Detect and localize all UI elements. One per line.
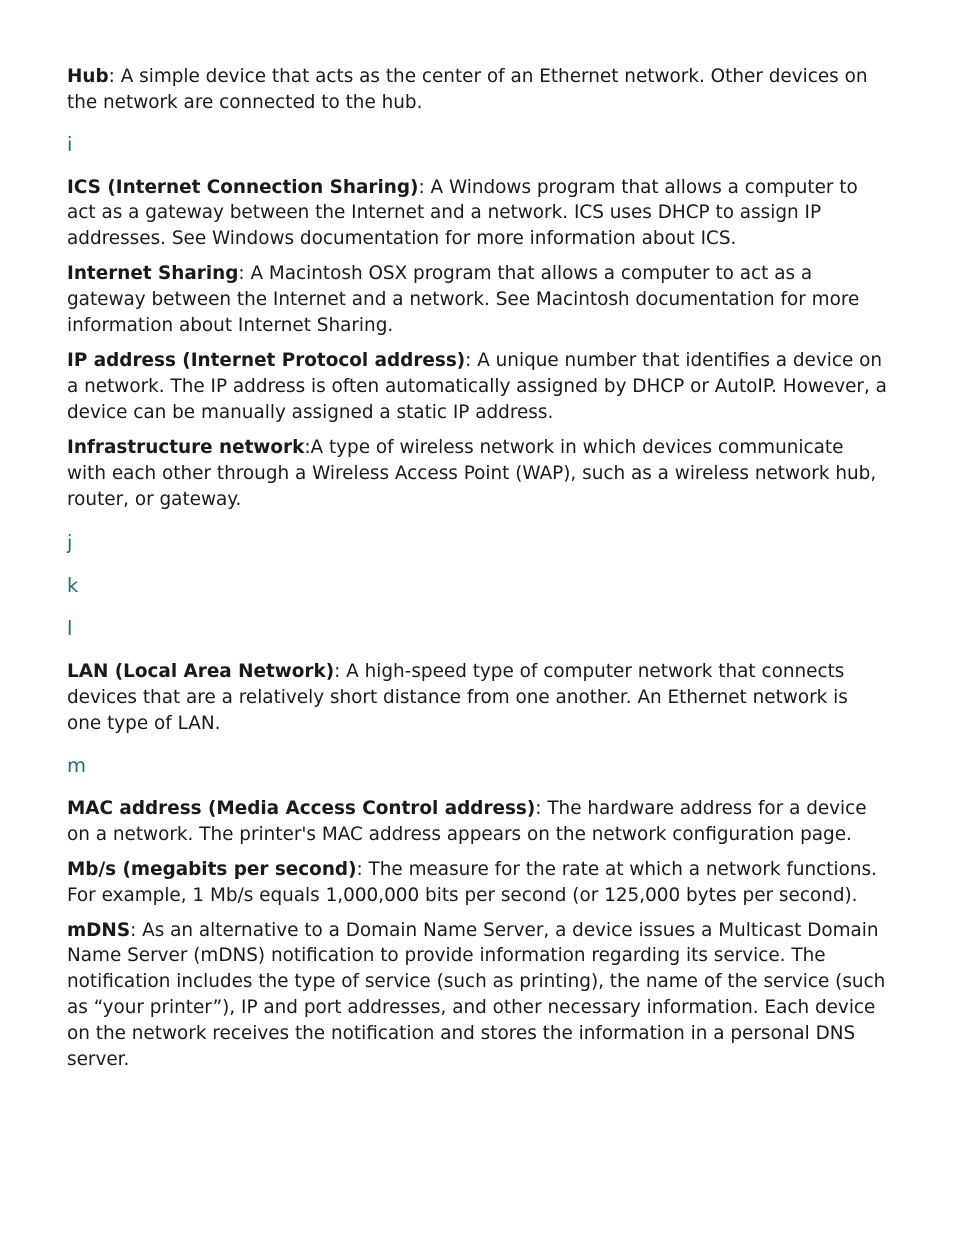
term-infrastructure-network: Infrastructure network [67, 436, 305, 458]
separator-mac-address: : [535, 797, 548, 819]
definition-hub: A simple device that acts as the center of an Ethernet network. Other devices on the network are connected to the hub. [67, 66, 868, 113]
term-internet-sharing: Internet Sharing [67, 263, 239, 285]
term-ip-address: IP address (Internet Protocol address) [67, 350, 466, 372]
separator-ip-address: : [465, 350, 478, 372]
glossary-entry-lan [67, 659, 887, 736]
glossary-entry-hub [67, 64, 887, 116]
term-ics: ICS (Internet Connection Sharing) [67, 176, 419, 198]
glossary-entry-mac-address [67, 796, 887, 848]
separator-internet-sharing: : [238, 263, 251, 285]
separator-lan: : [334, 661, 347, 683]
definition-ip-address: A unique number that identifies a device on a network. The IP address is often automatically assigned by DHCP or AutoIP. However, a device can be manually assigned a static IP address. [67, 350, 887, 423]
letter-heading-k[interactable]: k [67, 574, 79, 598]
definition-lan: A high-speed type of computer network that connects devices that are a relatively short distance from one another. An Ethernet network is one type of LAN. [67, 661, 848, 734]
letter-heading-i[interactable]: i [67, 132, 73, 156]
separator-mdns: : [130, 919, 143, 941]
glossary-entry-mdns [67, 918, 887, 1073]
separator-ics: : [418, 176, 431, 198]
letter-heading-l[interactable]: l [67, 617, 73, 641]
glossary-entry-internet-sharing [67, 261, 887, 338]
term-mac-address: MAC address (Media Access Control address) [67, 797, 536, 819]
definition-ics: A Windows program that allows a computer to act as a gateway between the Internet and a network. ICS uses DHCP to assign IP addresses. See Windows documentation for more information about ICS. [67, 176, 858, 250]
definition-infrastructure-network: A type of wireless network in which devices communicate with each other through a Wireless Access Point (WAP), such as a wireless network hub, router, or gateway. [67, 436, 877, 510]
glossary-entry-infrastructure-network [67, 435, 887, 512]
term-lan: LAN (Local Area Network) [67, 661, 335, 683]
definition-internet-sharing: A Macintosh OSX program that allows a computer to act as a gateway between the Internet and a network. See Macintosh documentation for more information about Internet Sharing. [67, 263, 860, 336]
term-mbps: Mb/s (megabits per second) [67, 858, 357, 880]
definition-mdns: As an alternative to a Domain Name Server, a device issues a Multicast Domain Name Server (mDNS) notification to provide information regarding its service. The notification includes the type of service (such as printing), the name of the service (such as “your printer”), IP and port addresses, and other necessary information. Each device on the network receives the notification and stores the information in a personal DNS server. [67, 919, 886, 1070]
definition-mbps: The measure for the rate at which a network functions. For example, 1 Mb/s equals 1,000,000 bits per second (or 125,000 bytes per second). [67, 858, 877, 906]
term-mdns: mDNS [67, 919, 131, 941]
term-hub: Hub [67, 66, 109, 87]
separator-mbps: : [356, 858, 369, 880]
letter-heading-j[interactable]: j [67, 531, 73, 555]
definition-mac-address: The hardware address for a device on a network. The printer's MAC address appears on the network configuration page. [67, 797, 867, 845]
glossary-entry-mbps [67, 857, 887, 909]
glossary-entry-ip-address [67, 348, 887, 425]
separator-hub: : [108, 66, 121, 87]
separator-infrastructure-network: : [304, 436, 311, 458]
letter-heading-m[interactable]: m [67, 753, 86, 777]
glossary-entry-ics [67, 175, 887, 252]
glossary-page [67, 64, 887, 1082]
